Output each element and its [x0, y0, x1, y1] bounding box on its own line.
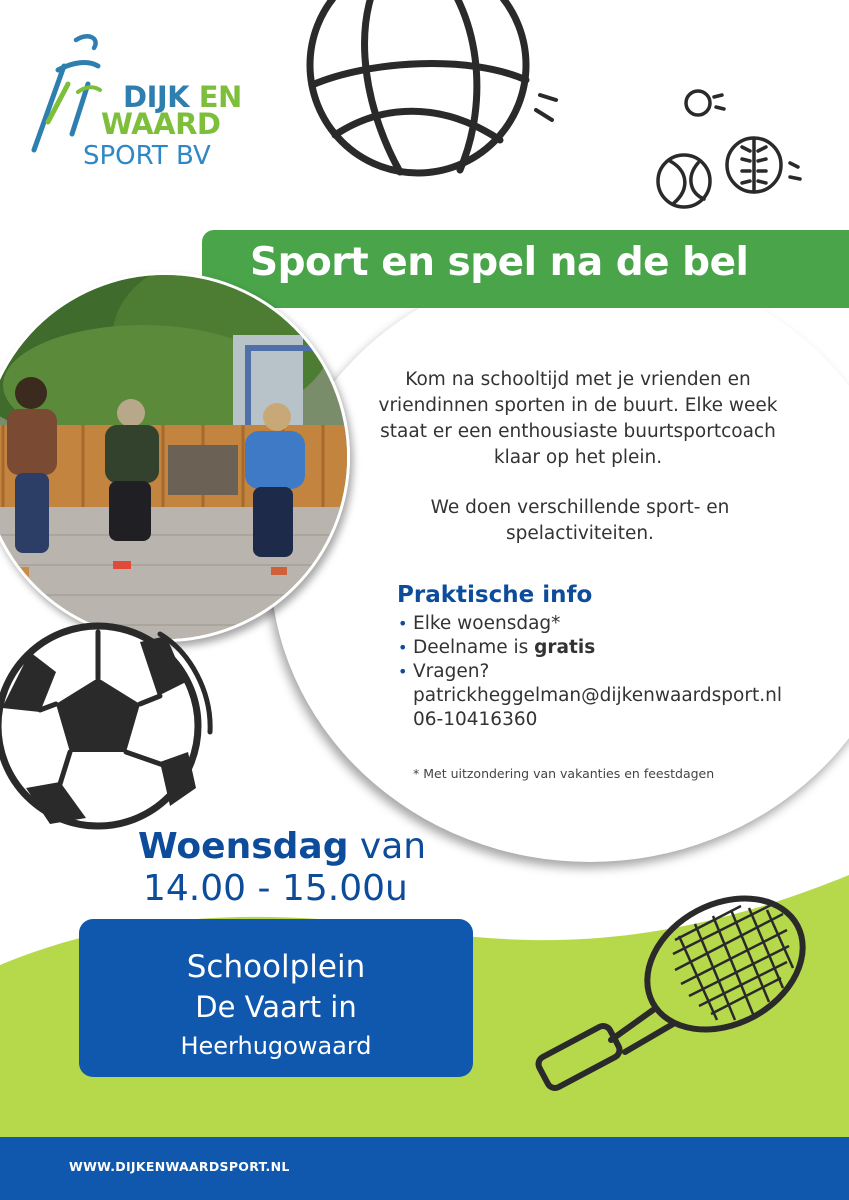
contact-phone: 06-10416360 — [413, 709, 538, 730]
tennis-balls-icon — [650, 85, 810, 215]
footnote: * Met uitzondering van vakanties en feestdagen — [413, 766, 715, 781]
location-line-1: Schoolplein — [186, 949, 366, 985]
free-label: gratis — [534, 637, 596, 658]
schedule-time: 14.00 - 15.00u — [143, 868, 408, 909]
tennis-racket-icon — [515, 890, 815, 1110]
brand-logo — [28, 26, 248, 176]
contact-email-link[interactable]: patrickheggelman@dijkenwaardsport.nl — [413, 685, 782, 706]
info-item-price: • Deelname is gratis — [397, 636, 782, 660]
soccer-ball-icon — [0, 612, 230, 842]
brand-line-2: WAARD — [101, 107, 221, 141]
location-box — [79, 919, 473, 1077]
location-line-2: De Vaart in — [195, 990, 357, 1024]
info-heading: Praktische info — [397, 582, 593, 608]
intro-paragraph-1: Kom na schooltijd met je vrienden en vriendinnen sporten in de buurt. Elke week staat er een enthousiaste buurtsportcoach klaar op het plein. — [378, 369, 778, 468]
brand-line-3: SPORT BV — [83, 141, 211, 171]
page-title: Sport en spel na de bel — [250, 240, 749, 285]
intro-paragraph-2: We doen verschillende sport- en spelactiviteiten. — [430, 497, 730, 544]
basketball-icon — [290, 0, 560, 185]
schedule-day: Woensdag van — [138, 826, 427, 867]
info-item-questions: • Vragen? — [397, 660, 782, 684]
brand-line-1: DIJK EN — [123, 80, 242, 114]
info-item-day: • Elke woensdag* — [397, 612, 782, 636]
location-line-3: Heerhugowaard — [180, 1032, 372, 1060]
info-list — [397, 612, 782, 732]
website-link[interactable]: WWW.DIJKENWAARDSPORT.NL — [69, 1159, 290, 1174]
